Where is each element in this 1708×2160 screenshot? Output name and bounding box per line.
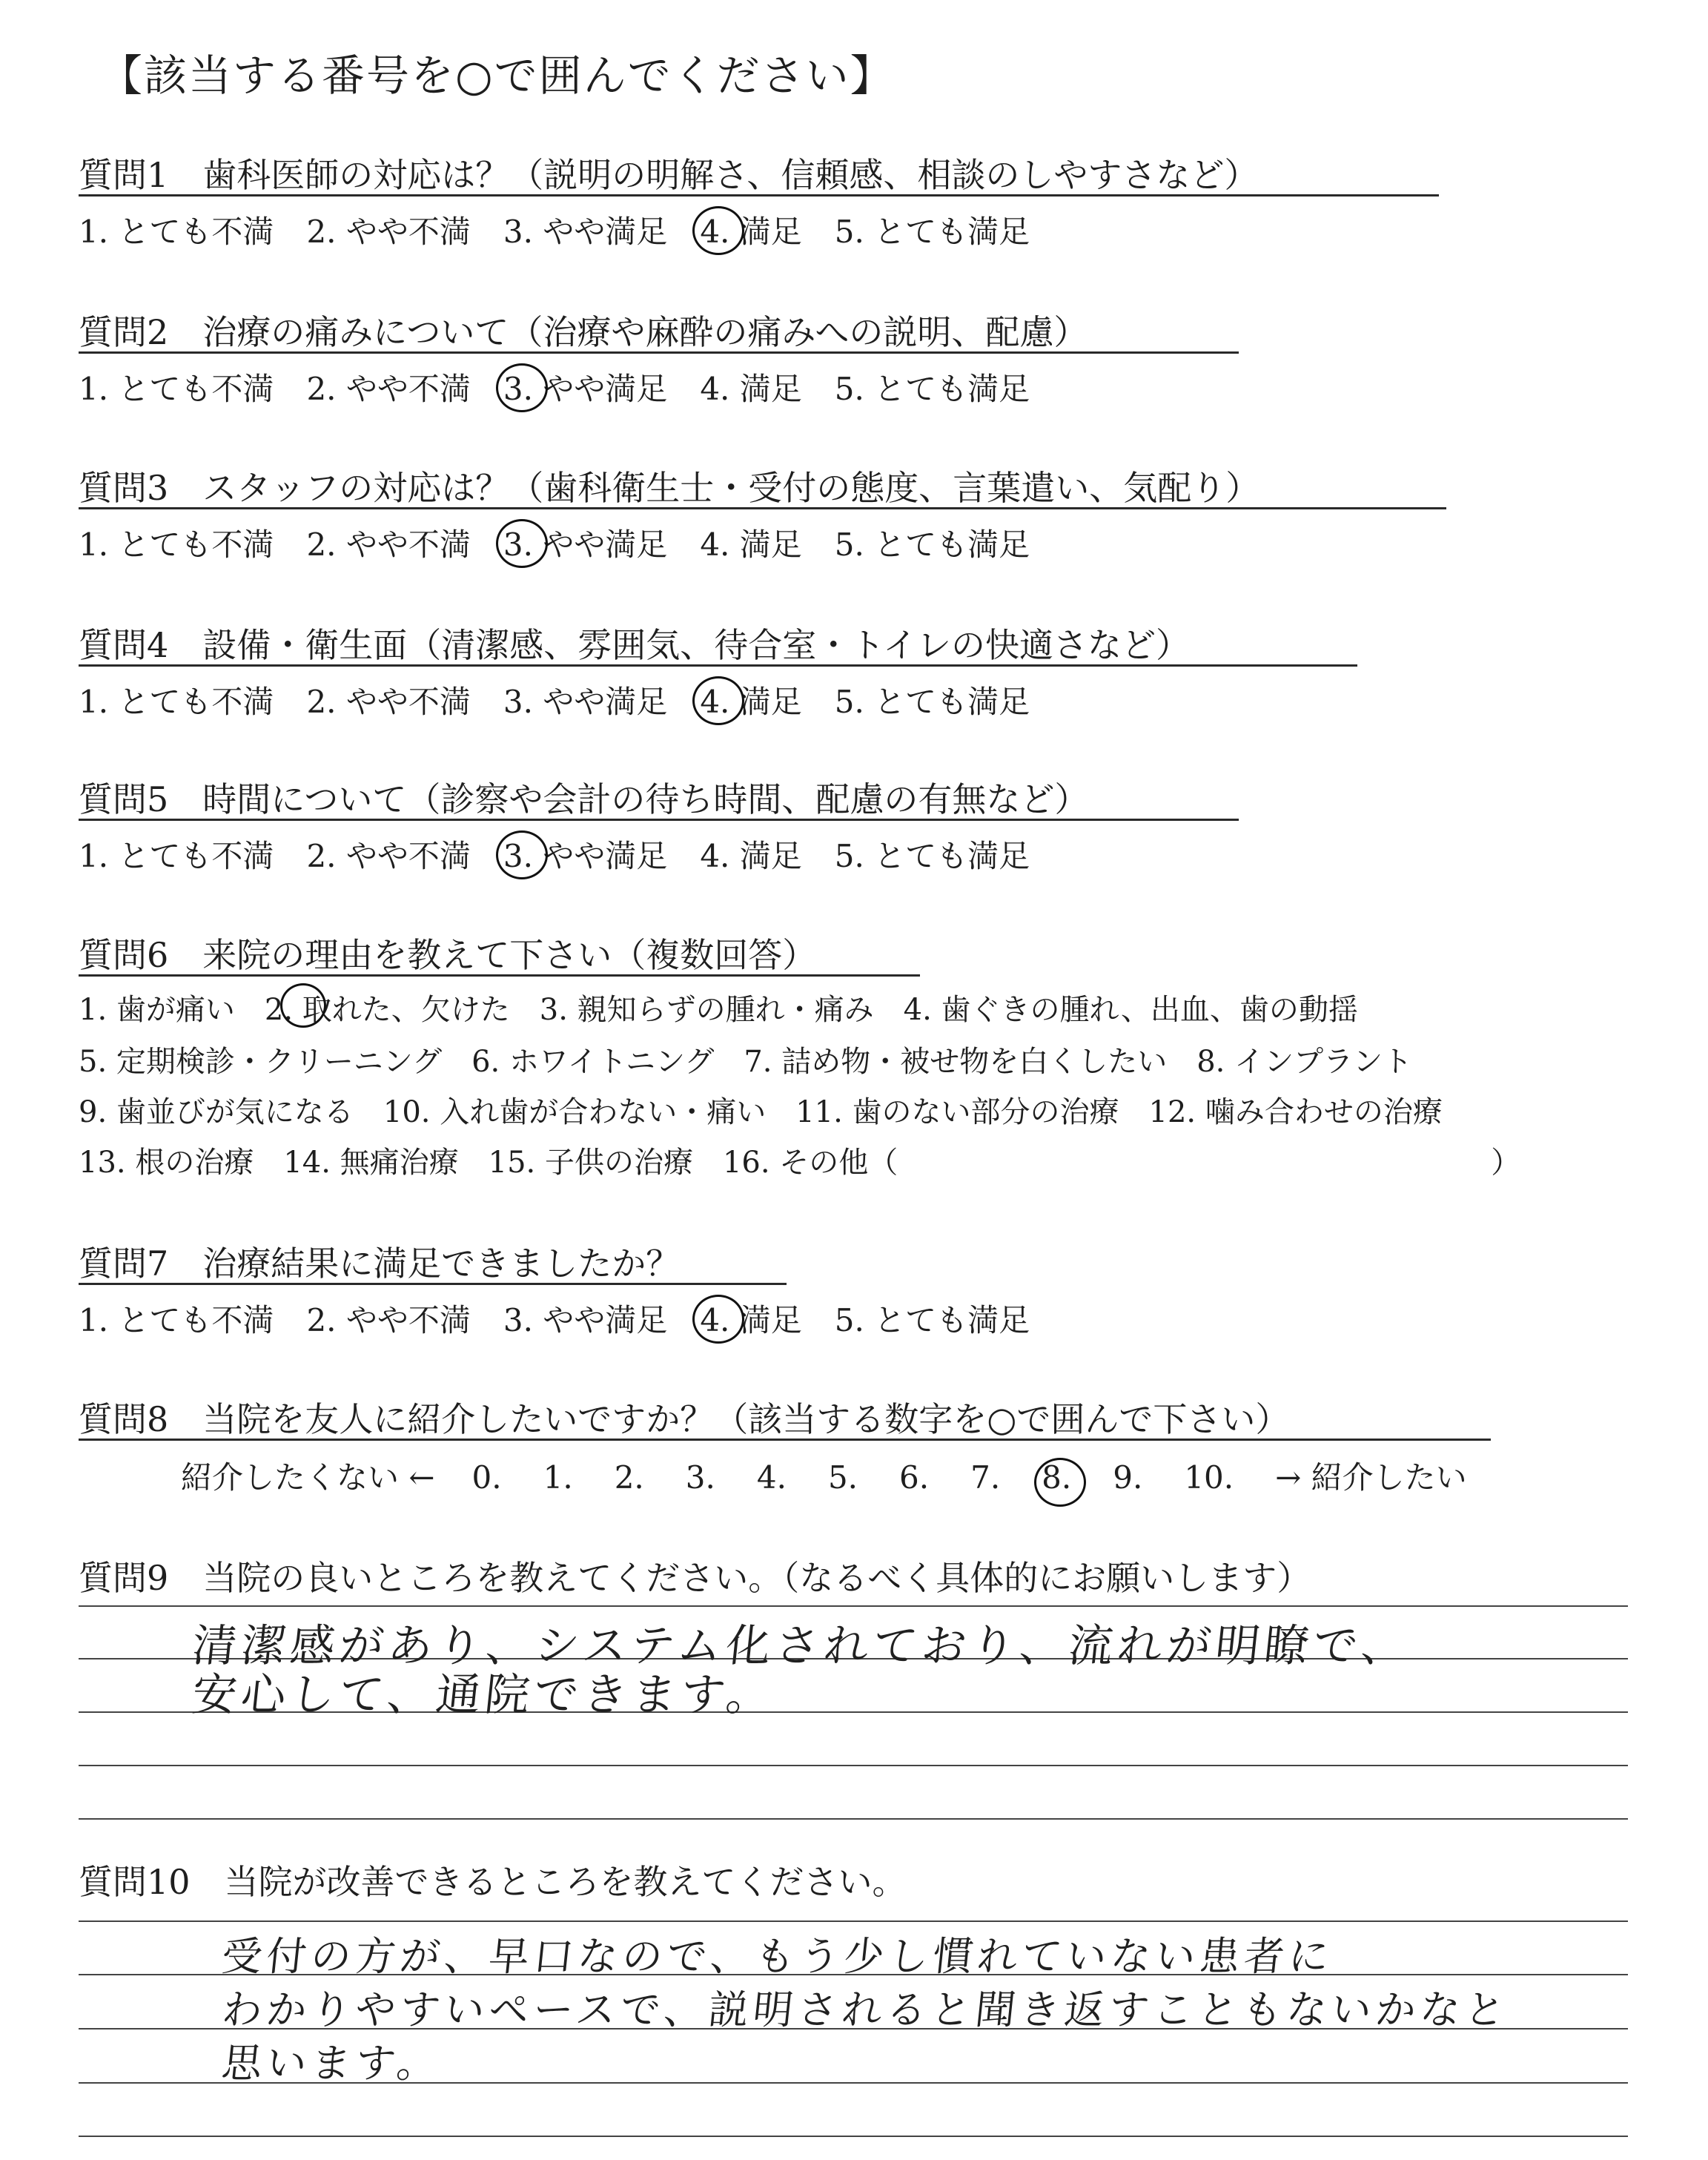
option-selected: 3. やや満足 — [503, 365, 667, 409]
scale-value: 0. — [471, 1459, 502, 1496]
options-row — [79, 1296, 1062, 1341]
option: 5. とても満足 — [834, 214, 1030, 250]
option: 2. やや不満 — [306, 526, 471, 563]
heading-underline — [79, 351, 1239, 354]
handwritten-answer: 安心して、通院できます。 — [189, 1669, 778, 1721]
question-heading: 質問8 当院を友人に紹介したいですか？（該当する数字を○で囲んで下さい） — [79, 1399, 1290, 1439]
scale-value-selected: 8. — [1042, 1459, 1072, 1496]
heading-underline — [79, 664, 1357, 667]
option-selected: 4. 満足 — [700, 678, 801, 722]
reason-line: 9. 歯並びが気になる 10. 入れ歯が合わない・痛い 11. 歯のない部分の治療 12. 噛み合わせの治療 — [79, 1095, 1443, 1129]
handwritten-answer: 思います。 — [219, 2040, 444, 2087]
question-heading: 質問5 時間について（診察や会計の待ち時間、配慮の有無など） — [79, 779, 1089, 819]
option-selected: 4. 満足 — [700, 1296, 801, 1341]
options-row — [79, 208, 1062, 252]
scale-value: 6. — [899, 1459, 930, 1496]
writing-line — [79, 1920, 1628, 1922]
question-heading: 質問4 設備・衛生面（清潔感、雰囲気、待合室・トイレの快適さなど） — [79, 625, 1190, 665]
option: 4. 満足 — [700, 838, 802, 874]
option-selected: 4. 満足 — [700, 208, 801, 252]
options-row — [79, 678, 1062, 722]
writing-line — [79, 2136, 1628, 2137]
heading-underline — [79, 507, 1446, 509]
option: 3. やや満足 — [503, 684, 668, 720]
option: 1. とても不満 — [79, 1302, 274, 1338]
survey-title: 【該当する番号を○で囲んでください】 — [99, 50, 895, 101]
option: 3. やや満足 — [503, 1302, 668, 1338]
scale-value: 5. — [827, 1459, 858, 1496]
option: 1. とても不満 — [79, 684, 274, 720]
option: 2. やや不満 — [306, 214, 471, 250]
question-heading: 質問1 歯科医師の対応は？（説明の明解さ、信頼感、相談のしやすさなど） — [79, 155, 1259, 195]
option-selected: 3. やや満足 — [503, 832, 667, 876]
scale-value: 4. — [756, 1459, 787, 1496]
reason-line: 13. 根の治療 14. 無痛治療 15. 子供の治療 16. その他（ ） — [79, 1146, 1521, 1180]
option: 5. とても満足 — [834, 684, 1030, 720]
scale-value: 3. — [685, 1459, 715, 1496]
option: 5. とても満足 — [834, 526, 1030, 563]
option: 2. やや不満 — [306, 838, 471, 874]
reason-line: 5. 定期検診・クリーニング 6. ホワイトニング 7. 詰め物・被せ物を白くしたい 8. インプラント — [79, 1045, 1413, 1079]
scale-value: 10. — [1184, 1459, 1234, 1496]
heading-underline — [79, 819, 1239, 821]
scale-right-label: → 紹介したい — [1275, 1459, 1467, 1496]
handwritten-answer: 清潔感があり、システム化されており、流れが明瞭で、 — [189, 1620, 1413, 1672]
heading-underline — [79, 1439, 1491, 1441]
recommend-scale — [181, 1453, 1467, 1498]
options-row — [79, 521, 1062, 565]
scale-value: 2. — [614, 1459, 644, 1496]
options-row — [79, 832, 1062, 876]
option: 5. とても満足 — [834, 1302, 1030, 1338]
question-heading: 質問2 治療の痛みについて（治療や麻酔の痛みへの説明、配慮） — [79, 312, 1088, 352]
option: 4. 満足 — [700, 526, 802, 563]
option: 1. とても不満 — [79, 214, 274, 250]
reason-line: 1. 歯が痛い 2. 取れた、欠けた 3. 親知らずの腫れ・痛み 4. 歯ぐきの腫れ、出血、歯の動揺 — [79, 993, 1358, 1027]
scale-value: 1. — [543, 1459, 573, 1496]
option: 1. とても不満 — [79, 838, 274, 874]
option: 5. とても満足 — [834, 838, 1030, 874]
option: 3. やや満足 — [503, 214, 668, 250]
option: 1. とても不満 — [79, 371, 274, 407]
writing-line — [79, 1605, 1628, 1607]
question-heading: 質問3 スタッフの対応は？（歯科衛生士・受付の態度、言葉遣い、気配り） — [79, 468, 1260, 508]
handwritten-answer: 受付の方が、早口なので、もう少し慣れていない患者に — [219, 1933, 1336, 1980]
heading-underline — [79, 194, 1439, 196]
question-heading: 質問7 治療結果に満足できましたか？ — [79, 1244, 681, 1284]
question-heading: 質問6 来院の理由を教えて下さい（複数回答） — [79, 935, 817, 975]
option: 2. やや不満 — [306, 371, 471, 407]
question-heading: 質問10 当院が改善できるところを教えてください。 — [79, 1862, 907, 1902]
option-selected: 3. やや満足 — [503, 521, 667, 565]
heading-underline — [79, 1283, 787, 1285]
scale-value: 7. — [970, 1459, 1001, 1496]
option: 2. やや不満 — [306, 1302, 471, 1338]
options-row — [79, 365, 1062, 409]
heading-underline — [79, 974, 920, 977]
handwritten-answer: わかりやすいペースで、説明されると聞き返すこともないかなと — [219, 1986, 1512, 2033]
scale-left-label: 紹介したくない ← — [181, 1459, 435, 1496]
option: 2. やや不満 — [306, 684, 471, 720]
writing-line — [79, 1765, 1628, 1766]
option: 4. 満足 — [700, 371, 802, 407]
option: 1. とても不満 — [79, 526, 274, 563]
option: 5. とても満足 — [834, 371, 1030, 407]
scale-value: 9. — [1113, 1459, 1143, 1496]
question-heading: 質問9 当院の良いところを教えてください。（なるべく具体的にお願いします） — [79, 1558, 1311, 1598]
writing-line — [79, 1818, 1628, 1820]
reason-2-circle — [280, 983, 326, 1028]
